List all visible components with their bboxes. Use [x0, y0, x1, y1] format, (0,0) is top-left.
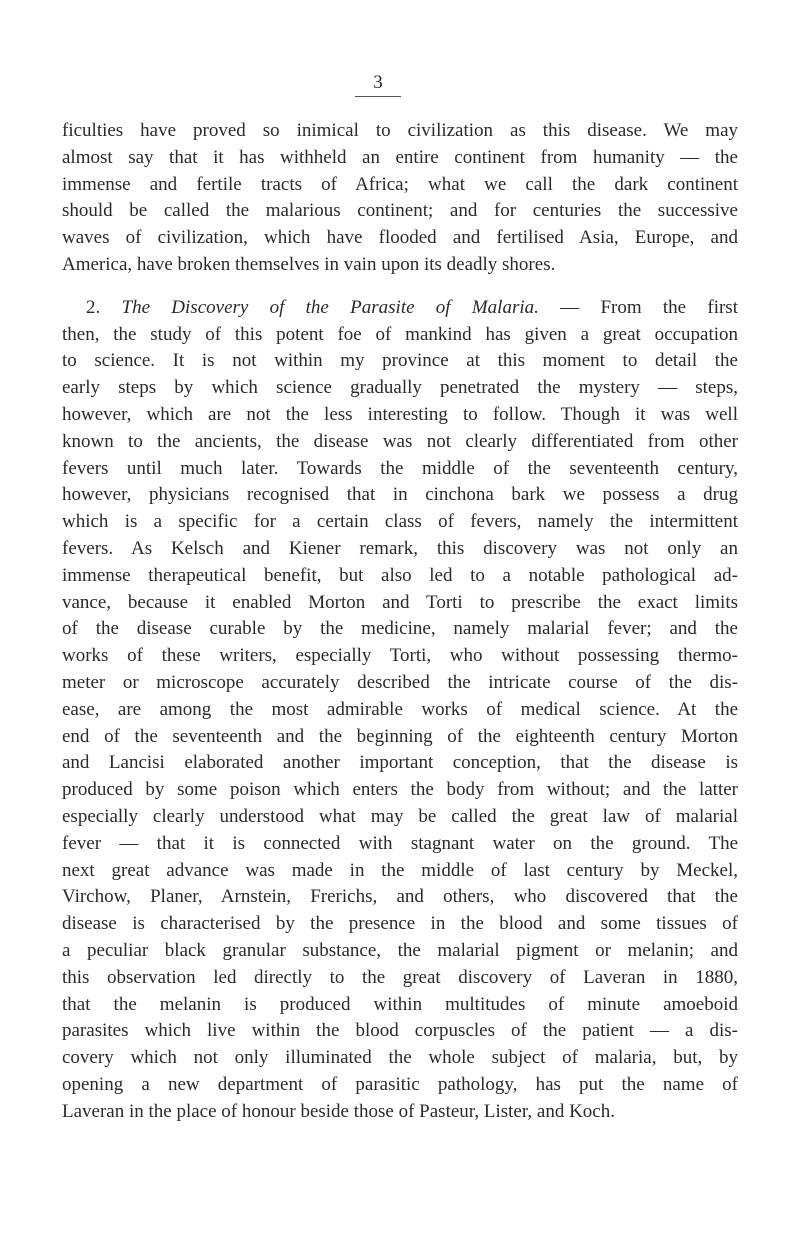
page-number: 3 [373, 72, 383, 93]
paragraph-1 [62, 118, 738, 279]
text-line: opening a new department of parasitic pathology, has put the name of [62, 1073, 738, 1095]
page-number-underline [355, 96, 401, 97]
text-line: immense and fertile tracts of Africa; what we call the dark continent [62, 173, 738, 195]
paragraph-gap [62, 279, 738, 295]
text-line: fever — that it is connected with stagnant water on the ground. The [62, 832, 738, 854]
text-line: meter or microscope accurately described the intricate course of the dis- [62, 671, 738, 693]
text-line: produced by some poison which enters the body from without; and the latter [62, 779, 738, 801]
text-line: to science. It is not within my province at this moment to detail the [62, 350, 738, 372]
section-heading-line [62, 295, 738, 322]
text-line: of the disease curable by the medicine, namely malarial fever; and the [62, 618, 738, 640]
text-line: fevers. As Kelsch and Kiener remark, this discovery was not only an [62, 537, 738, 559]
text-line: almost say that it has withheld an entire continent from humanity — the [62, 146, 738, 168]
text-line: that the melanin is produced within multitudes of minute amoeboid [62, 993, 738, 1015]
text-line: known to the ancients, the disease was not clearly differentiated from other [62, 430, 738, 452]
text-line: immense therapeutical benefit, but also led to a notable pathological ad- [62, 564, 738, 586]
text-line: which is a specific for a certain class of fevers, namely the intermittent [62, 511, 738, 533]
text-line: however, physicians recognised that in cinchona bark we possess a drug [62, 484, 738, 506]
text-line: end of the seventeenth and the beginning of the eighteenth century Morton [62, 725, 738, 747]
text-line: a peculiar black granular substance, the malarial pigment or melanin; and [62, 939, 738, 961]
text-line: Laveran in the place of honour beside those of Pasteur, Lister, and Koch. [62, 1100, 615, 1122]
text-line: this observation led directly to the great discovery of Laveran in 1880, [62, 966, 738, 988]
paragraph-2 [62, 295, 738, 1126]
text-line: early steps by which science gradually penetrated the mystery — steps, [62, 377, 738, 399]
section-number: 2. [86, 296, 101, 318]
text-line: Virchow, Planer, Arnstein, Frerichs, and others, who discovered that the [62, 886, 738, 908]
text-line: parasites which live within the blood corpuscles of the patient — a dis- [62, 1020, 738, 1042]
body-text [62, 118, 738, 1125]
text-line: vance, because it enabled Morton and Torti to prescribe the exact limits [62, 591, 738, 613]
section-title: The Discovery of the Parasite of Malaria. [121, 296, 539, 318]
text-line: covery which not only illuminated the whole subject of malaria, but, by [62, 1047, 738, 1069]
text-line: works of these writers, especially Torti, who without possessing thermo- [62, 645, 738, 667]
text-line: next great advance was made in the middle of last century by Meckel, [62, 859, 738, 881]
text-line: then, the study of this potent foe of mankind has given a great occupation [62, 323, 738, 345]
text-line: fevers until much later. Towards the middle of the seventeenth century, [62, 457, 738, 479]
text-line: and Lancisi elaborated another important conception, that the disease is [62, 752, 738, 774]
text-line: especially clearly understood what may be called the great law of malarial [62, 805, 738, 827]
section-heading-rest: — From the first [538, 296, 738, 318]
text-line: waves of civilization, which have flooded and fertilised Asia, Europe, and [62, 227, 738, 249]
text-line: however, which are not the less interesting to follow. Though it was well [62, 403, 738, 425]
text-line: ease, are among the most admirable works of medical science. At the [62, 698, 738, 720]
text-line: should be called the malarious continent; and for centuries the successive [62, 200, 738, 222]
text-line: America, have broken themselves in vain upon its deadly shores. [62, 253, 556, 275]
text-line: ficulties have proved so inimical to civilization as this disease. We may [62, 120, 738, 141]
text-line: disease is characterised by the presence in the blood and some tissues of [62, 913, 738, 935]
